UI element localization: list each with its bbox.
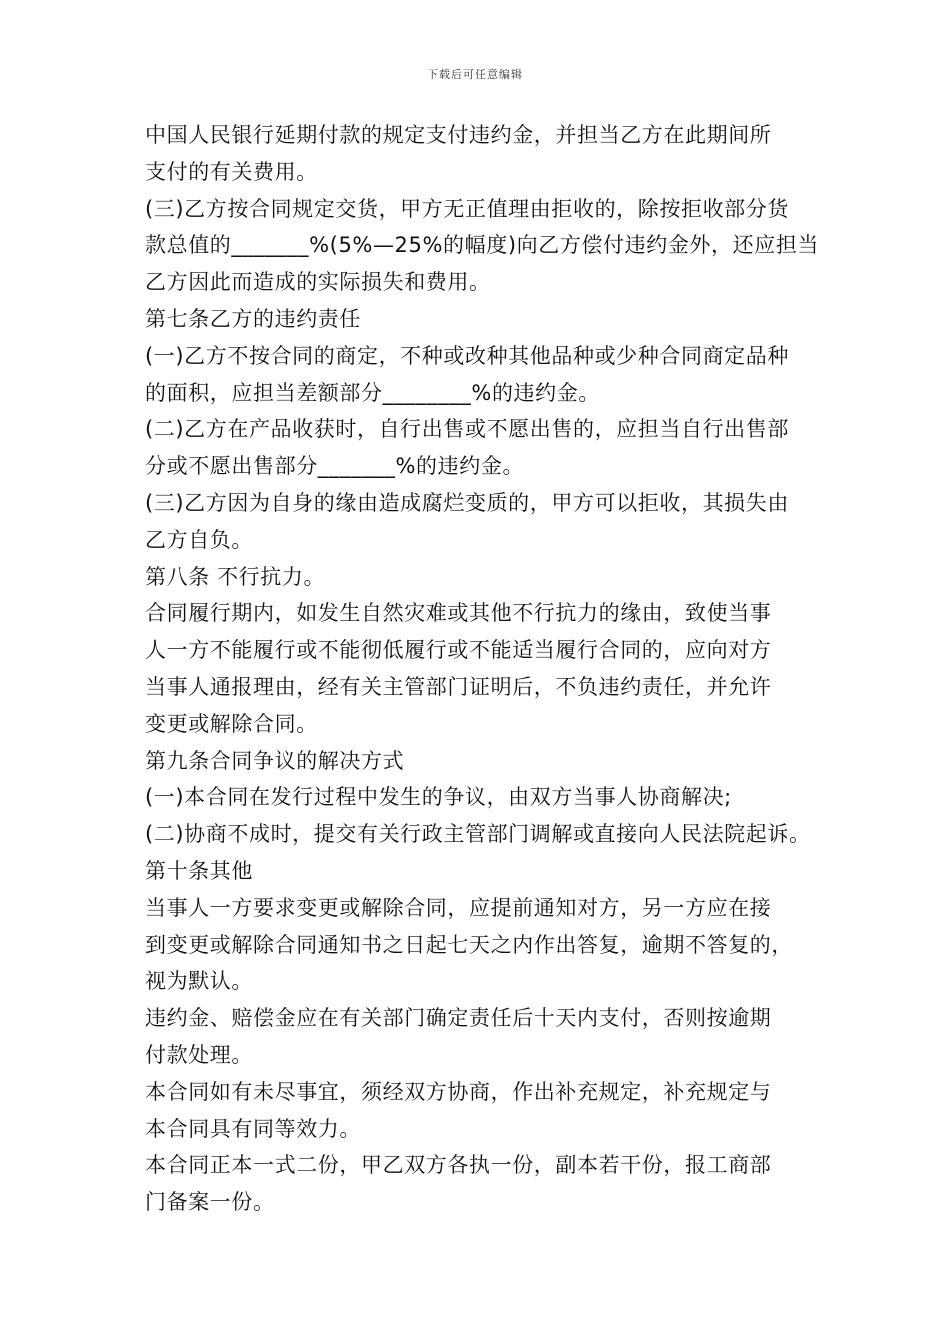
text-line: 本合同如有未尽事宜，须经双方协商，作出补充规定，补充规定与 bbox=[145, 1079, 772, 1104]
text-line: 到变更或解除合同通知书之日起七天之内作出答复，逾期不答复的， bbox=[145, 932, 793, 957]
text-line: 乙方自负。 bbox=[145, 527, 253, 552]
text-line: 分或不愿出售部分_______%的违约金。 bbox=[145, 454, 525, 479]
text-line: 款总值的_______%(5%—25%的幅度)向乙方偿付违约金外，还应担当 bbox=[145, 233, 820, 258]
text-line: 乙方因此而造成的实际损失和费用。 bbox=[145, 270, 491, 295]
text-line: 支付的有关费用。 bbox=[145, 159, 318, 184]
text-line: 视为默认。 bbox=[145, 969, 253, 994]
text-line: 本合同具有同等效力。 bbox=[145, 1116, 361, 1141]
text-line: 当事人通报理由，经有关主管部门证明后，不负违约责任，并允许 bbox=[145, 674, 772, 699]
text-line: 变更或解除合同。 bbox=[145, 711, 318, 736]
section-heading: 第八条 不行抗力。 bbox=[145, 564, 326, 589]
text-line: 人一方不能履行或不能彻低履行或不能适当履行合同的，应向对方 bbox=[145, 638, 772, 663]
section-heading: 第九条合同争议的解决方式 bbox=[145, 748, 405, 773]
text-line: 门备案一份。 bbox=[145, 1190, 275, 1215]
text-line: 中国人民银行延期付款的规定支付违约金，并担当乙方在此期间所 bbox=[145, 123, 772, 147]
text-line: 的面积，应担当差额部分________%的违约金。 bbox=[145, 380, 600, 405]
section-heading: 第七条乙方的违约责任 bbox=[145, 306, 361, 331]
text-line: 本合同正本一式二份，甲乙双方各执一份，副本若干份，报工商部 bbox=[145, 1153, 772, 1178]
text-line: (二)乙方在产品收获时，自行出售或不愿出售的，应担当自行出售部 bbox=[145, 417, 789, 442]
text-line: 违约金、赔偿金应在有关部门确定责任后十天内支付，否则按逾期 bbox=[145, 1006, 772, 1031]
text-line: (一)乙方不按合同的商定，不种或改种其他品种或少种合同商定品种 bbox=[145, 343, 789, 368]
text-line: (一)本合同在发行过程中发生的争议，由双方当事人协商解决; bbox=[145, 785, 732, 810]
text-line: (三)乙方因为自身的缘由造成腐烂变质的，甲方可以拒收，其损失由 bbox=[145, 490, 789, 515]
text-line: (二)协商不成时，提交有关行政主管部门调解或直接向人民法院起诉。 bbox=[145, 822, 811, 847]
text-line: (三)乙方按合同规定交货，甲方无正值理由拒收的，除按拒收部分货 bbox=[145, 196, 789, 221]
section-heading: 第十条其他 bbox=[145, 858, 253, 883]
contract-body bbox=[145, 117, 825, 1221]
text-line: 付款处理。 bbox=[145, 1042, 253, 1067]
text-line: 合同履行期内，如发生自然灾难或其他不行抗力的缘由，致使当事 bbox=[145, 601, 772, 626]
header-note: 下载后可任意编辑 bbox=[427, 68, 523, 81]
text-line: 当事人一方要求变更或解除合同，应提前通知对方，另一方应在接 bbox=[145, 895, 772, 920]
